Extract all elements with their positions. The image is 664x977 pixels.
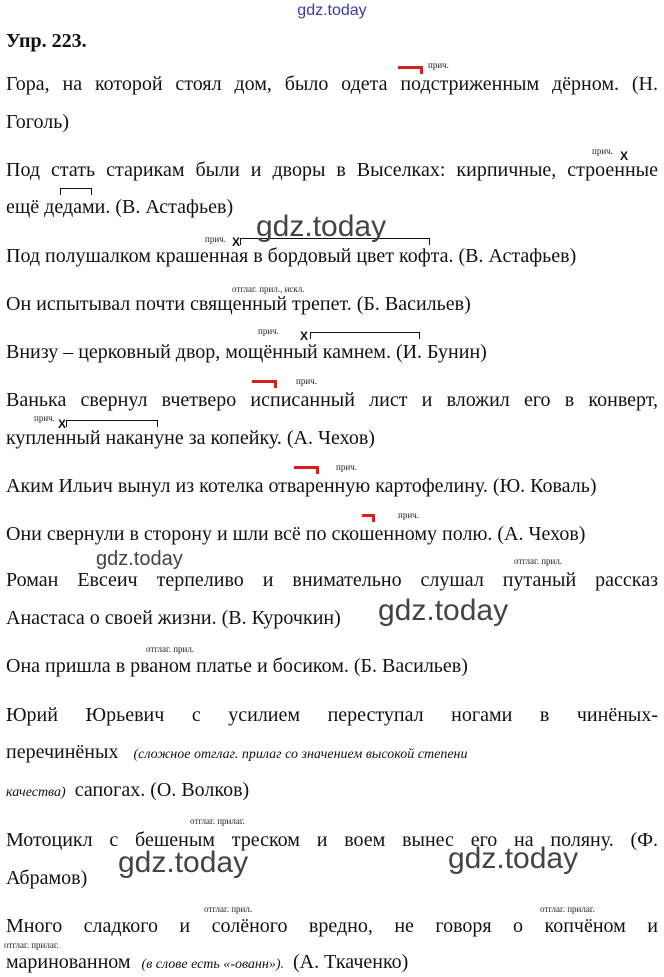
word: перечинёных <box>6 741 119 763</box>
text-line: Ванька свернул вчетверо исписанный лист и вложил его в конверт, <box>6 389 658 411</box>
x-mark: Х <box>300 329 309 343</box>
text-line: Под стать старикам были и дворы в Выселках: кирпичные, строенные <box>6 159 658 181</box>
tag-prich: прич. <box>592 146 613 156</box>
x-mark: Х <box>620 149 629 163</box>
text-line-multi <box>6 778 658 805</box>
tag-prich: прич. <box>428 60 449 70</box>
watermark: gdz.today <box>448 842 579 875</box>
tag-prich: прич. <box>398 510 419 520</box>
tag-otglag-pril: отглаг. прил. <box>146 644 195 654</box>
text-line: Анастаса о своей жизни. (В. Курочкин) <box>6 607 341 629</box>
header-watermark: gdz.today <box>297 2 367 19</box>
author: (А. Ткаченко) <box>293 951 409 973</box>
morpheme-mark <box>294 466 319 474</box>
tag-prich: прич. <box>336 462 357 472</box>
dependency-arrow <box>310 332 420 339</box>
text-line: Гоголь) <box>6 111 70 133</box>
watermark: gdz.today <box>118 846 249 879</box>
dependency-arrow <box>60 188 92 195</box>
tag-otglag-prilag: отглаг. прилаг. <box>540 904 595 914</box>
tag-prich: прич. <box>296 376 317 386</box>
tag-otglag-pril-iskl: отглаг. прил., искл. <box>232 284 305 294</box>
tag-otglag-prilag: отглаг. прилаг. <box>190 816 245 826</box>
text-line-multi <box>6 740 658 767</box>
explanatory-note: качества) <box>6 785 66 800</box>
text-line: Абрамов) <box>6 867 88 889</box>
watermark: gdz.today <box>96 548 183 570</box>
x-mark: Х <box>232 235 241 249</box>
tag-otglag-prilag: отглаг. прилаг. <box>4 940 59 950</box>
tag-prich: прич. <box>258 326 279 336</box>
text-line: Много сладкого и солёного вредно, не говоря о копчёном и <box>6 915 658 937</box>
text-line: Они свернули в сторону и шли всё по скошенному полю. (А. Чехов) <box>6 523 586 545</box>
text-line: Юрий Юрьевич с усилием переступал ногами в чинёных- <box>6 704 658 726</box>
word: маринованном <box>6 951 131 973</box>
text-line: Он испытывал почти священный трепет. (Б. Васильев) <box>6 293 471 315</box>
watermark: gdz.today <box>256 210 387 243</box>
exercise-title: Упр. 223. <box>6 30 87 52</box>
morpheme-mark <box>252 380 277 388</box>
explanatory-note: (в слове есть «-ованн»). <box>141 957 284 972</box>
tag-prich: прич. <box>205 234 226 244</box>
text-line: Роман Евсеич терпеливо и внимательно слушал путаный рассказ <box>6 569 658 591</box>
text-line: купленный накануне за копейку. (А. Чехов) <box>6 427 375 449</box>
text-line: Мотоцикл с бешеным треском и воем вынес его на поляну. (Ф. <box>6 829 658 851</box>
text-line: Внизу – церковный двор, мощённый камнем. (И. Бунин) <box>6 341 487 363</box>
x-mark: Х <box>58 417 67 431</box>
explanatory-note: (сложное отглаг. прилаг со значением высокой степени <box>133 747 468 762</box>
tag-prich: прич. <box>34 413 55 423</box>
watermark: gdz.today <box>378 594 509 627</box>
text-line: ещё дедами. (В. Астафьев) <box>6 196 234 218</box>
tag-otglag-pril: отглаг. прил. <box>514 556 563 566</box>
tag-otglag-pril: отглаг. прил. <box>204 904 253 914</box>
text-line-multi <box>6 950 658 977</box>
text-line: Под полушалком крашенная в бордовый цвет кофта. (В. Астафьев) <box>6 245 577 267</box>
sentence-end: сапогах. (О. Волков) <box>74 779 250 801</box>
morpheme-mark <box>362 514 375 522</box>
text-line: Гора, на которой стоял дом, было одета подстриженным дёрном. (Н. <box>6 73 658 95</box>
text-line: Она пришла в рваном платье и босиком. (Б. Васильев) <box>6 655 468 677</box>
text-line: Аким Ильич вынул из котелка отваренную картофелину. (Ю. Коваль) <box>6 475 597 497</box>
